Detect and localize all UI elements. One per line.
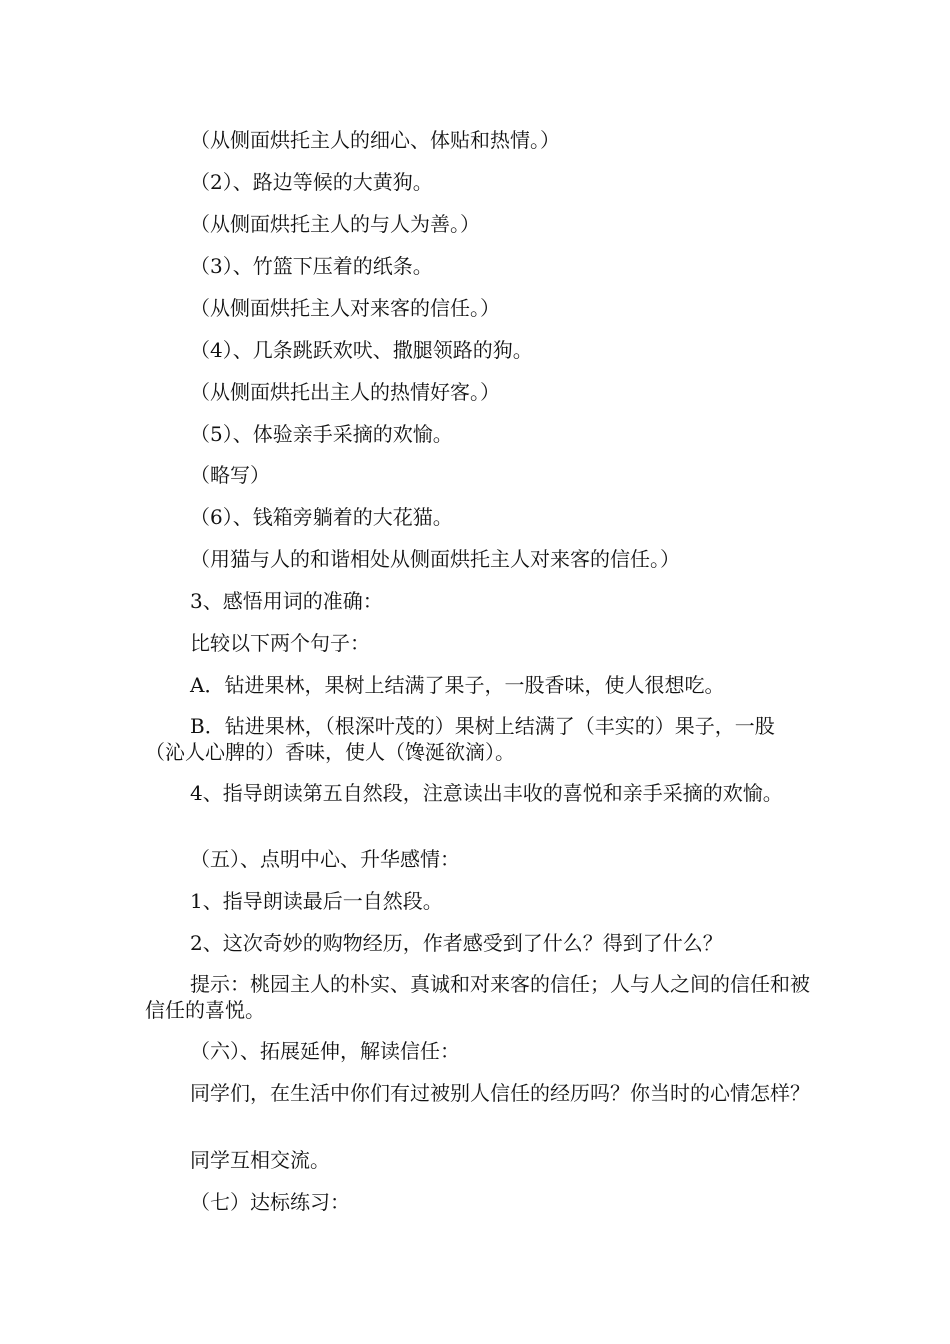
paragraph: （从侧面烘托出主人的热情好客。） [190,380,500,404]
paragraph: （从侧面烘托主人对来客的信任。） [190,296,500,320]
paragraph: A．钻进果林，果树上结满了果子，一股香味，使人很想吃。 [190,673,725,697]
section-heading: （七）达标练习： [190,1190,350,1214]
paragraph: 2、这次奇妙的购物经历，作者感受到了什么？得到了什么？ [190,931,723,955]
paragraph: 提示：桃园主人的朴实、真诚和对来客的信任；人与人之间的信任和被信任的喜悦。 [145,972,810,1022]
paragraph: 1、指导朗读最后一自然段。 [190,889,443,913]
paragraph: （6）、钱箱旁躺着的大花猫。 [190,505,453,529]
paragraph: （4）、几条跳跃欢吠、撒腿领路的狗。 [190,338,533,362]
paragraph: 比较以下两个句子： [190,631,370,655]
paragraph: （5）、体验亲手采摘的欢愉。 [190,422,453,446]
paragraph: 4、指导朗读第五自然段，注意读出丰收的喜悦和亲手采摘的欢愉。 [190,781,783,805]
section-heading: （六）、拓展延伸，解读信任： [190,1039,460,1063]
paragraph: （从侧面烘托主人的细心、体贴和热情。） [190,128,560,152]
section-heading: （五）、点明中心、升华感情： [190,847,460,871]
paragraph: 同学们，在生活中你们有过被别人信任的经历吗？你当时的心情怎样？ [190,1081,810,1105]
paragraph: （用猫与人的和谐相处从侧面烘托主人对来客的信任。） [190,547,680,571]
paragraph: （2）、路边等候的大黄狗。 [190,170,433,194]
paragraph: B．钻进果林，（根深叶茂的）果树上结满了（丰实的）果子，一股（沁人心脾的）香味，使人（馋涎欲滴）。 [145,714,775,764]
paragraph: （略写） [190,463,270,487]
paragraph: （3）、竹篮下压着的纸条。 [190,254,433,278]
section-heading: 3、感悟用词的准确： [190,589,383,613]
paragraph: （从侧面烘托主人的与人为善。） [190,212,480,236]
paragraph: 同学互相交流。 [190,1148,330,1172]
